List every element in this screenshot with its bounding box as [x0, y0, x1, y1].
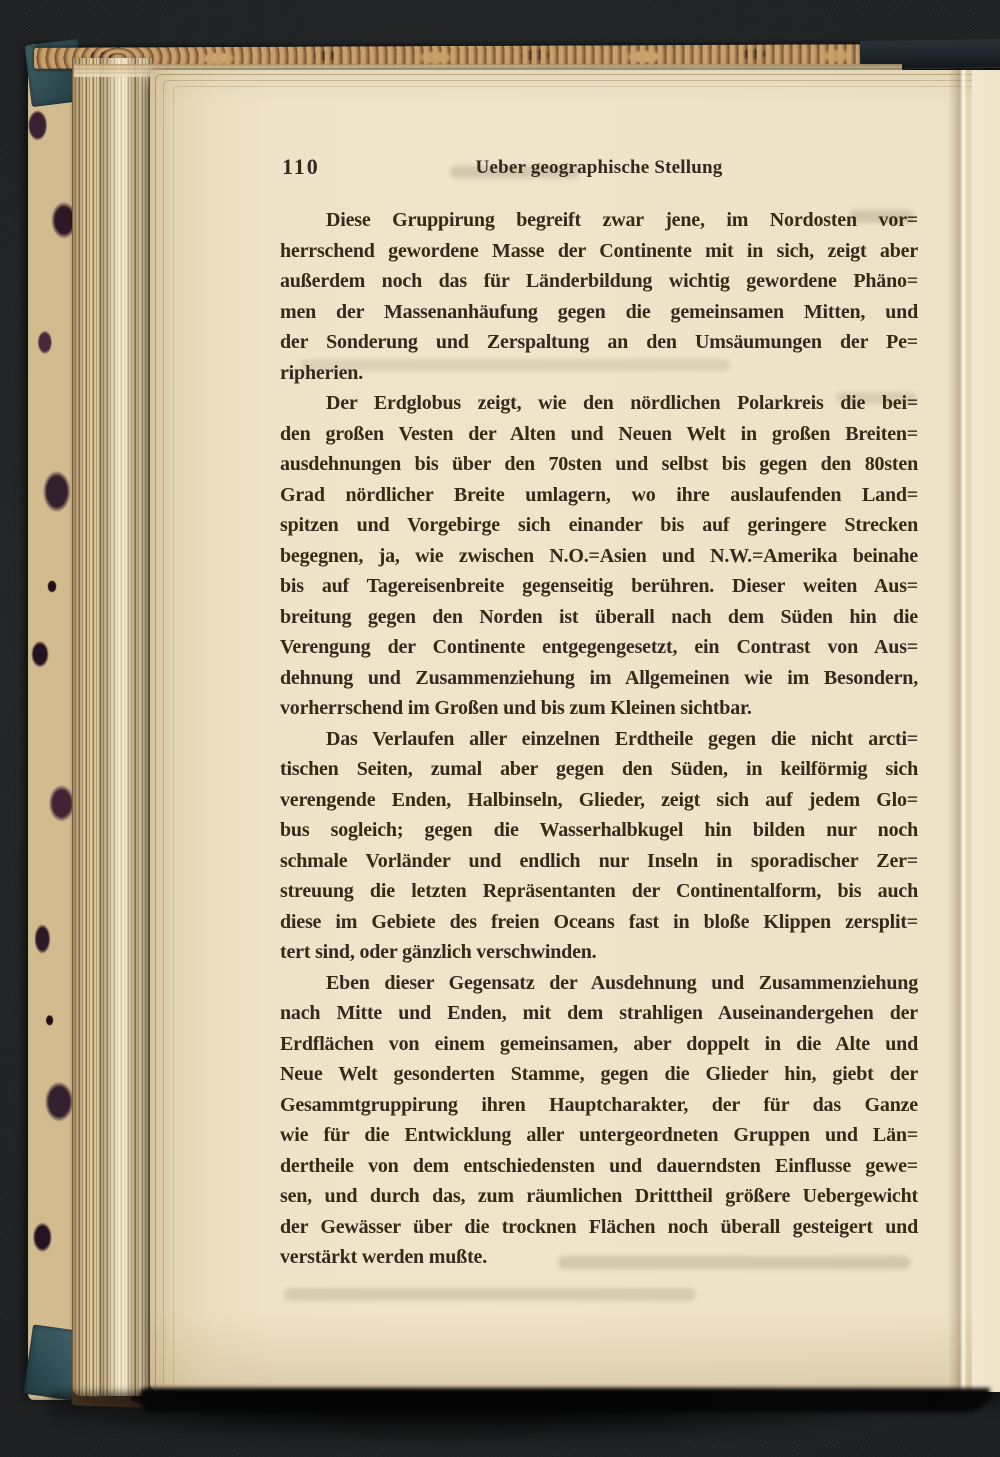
gutter-crease [948, 70, 974, 1392]
text-line: wie für die Entwicklung aller untergeordneten Gruppen und Län= [280, 1124, 918, 1146]
text-line: Erdflächen von einem gemeinsamen, aber doppelt in die Alte und [280, 1032, 918, 1055]
text-line: bus sogleich; gegen die Wasserhalbkugel hin bilden nur noch [280, 819, 918, 841]
text-line: nach Mitte und Enden, mit dem strahligen Auseinandergehen der [280, 1002, 918, 1024]
text-block [280, 205, 918, 1273]
text-line: außerdem noch das für Länderbildung wichtig gewordene Phäno= [280, 270, 918, 292]
text-line: ausdehnungen bis über den 70sten und selbst bis gegen den 80sten [280, 453, 918, 475]
page-header [280, 154, 918, 184]
text-line: den großen Vesten der Alten und Neuen Welt in großen Breiten= [280, 422, 918, 445]
text-line: begegnen, ja, wie zwischen N.O.=Asien und N.W.=Amerika beinahe [280, 544, 918, 567]
text-line: der Gewässer über die trocknen Flächen noch überall gesteigert und [280, 1215, 918, 1238]
text-line: verstärkt werden mußte. [280, 1246, 488, 1268]
text-line: schmale Vorländer und endlich nur Inseln in sporadischer Zer= [280, 849, 918, 872]
text-line: sen, und durch das, zum räumlichen Dritttheil größere Uebergewicht [280, 1185, 918, 1207]
text-line: vorherrschend im Großen und bis zum Kleinen sichtbar. [280, 697, 752, 719]
text-line: men der Massenanhäufung gegen die gemeinsamen Mitten, und [280, 300, 918, 323]
text-line: ripherien. [280, 361, 363, 384]
text-line: Der Erdglobus zeigt, wie den nördlichen Polarkreis die bei= [326, 392, 918, 414]
text-line: verengende Enden, Halbinseln, Glieder, zeigt sich auf jedem Glo= [280, 788, 918, 811]
text-line: herrschend gewordene Masse der Continente mit in sich, zeigt aber [280, 239, 918, 262]
text-line: tert sind, oder gänzlich verschwinden. [280, 941, 597, 963]
text-line: dertheile von dem entschiedensten und dauerndsten Einflusse gewe= [280, 1154, 918, 1177]
text-line: dehnung und Zusammenziehung im Allgemeinen wie im Besondern, [280, 666, 918, 689]
text-line: streuung die letzten Repräsentanten der Continentalform, bis auch [280, 880, 918, 902]
page-number: 110 [282, 154, 320, 179]
book-page [150, 70, 1000, 1392]
running-title: Ueber geographische Stellung [475, 157, 723, 178]
show-through-smudge [284, 1288, 696, 1301]
cast-shadow [50, 1392, 990, 1450]
text-line: breitung gegen den Norden ist überall nach dem Süden hin die [280, 605, 918, 628]
gilt-page-edges-left [72, 58, 152, 1396]
text-line: Neue Welt gesonderten Stamme, gegen die Glieder hin, giebt der [280, 1063, 918, 1085]
text-line: tischen Seiten, zumal aber gegen den Süden, in keilförmig sich [280, 758, 918, 780]
text-line: spitzen und Vorgebirge sich einander bis auf geringere Strecken [280, 514, 918, 536]
text-line: diese im Gebiete des freien Oceans fast in bloße Klippen zersplit= [280, 910, 918, 933]
text-line: der Sonderung und Zerspaltung an den Umsäumungen der Pe= [280, 331, 918, 353]
text-line: Diese Gruppirung begreift zwar jene, im Nordosten vor= [326, 209, 918, 231]
text-line: bis auf Tagereisenbreite gegenseitig berühren. Dieser weiten Aus= [280, 575, 918, 597]
text-line: Gesammtgruppirung ihren Hauptcharakter, der für das Ganze [280, 1093, 918, 1116]
text-line: Verengung der Continente entgegengesetzt, ein Contrast von Aus= [280, 636, 918, 658]
text-line: Das Verlaufen aller einzelnen Erdtheile gegen die nicht arcti= [326, 727, 918, 750]
text-line: Grad nördlicher Breite umlagern, wo ihre auslaufenden Land= [280, 483, 918, 506]
text-line: Eben dieser Gegensatz der Ausdehnung und Zusammenziehung [326, 971, 918, 994]
facing-page-edge [972, 70, 1000, 1392]
marbled-cover-left [28, 44, 76, 1400]
